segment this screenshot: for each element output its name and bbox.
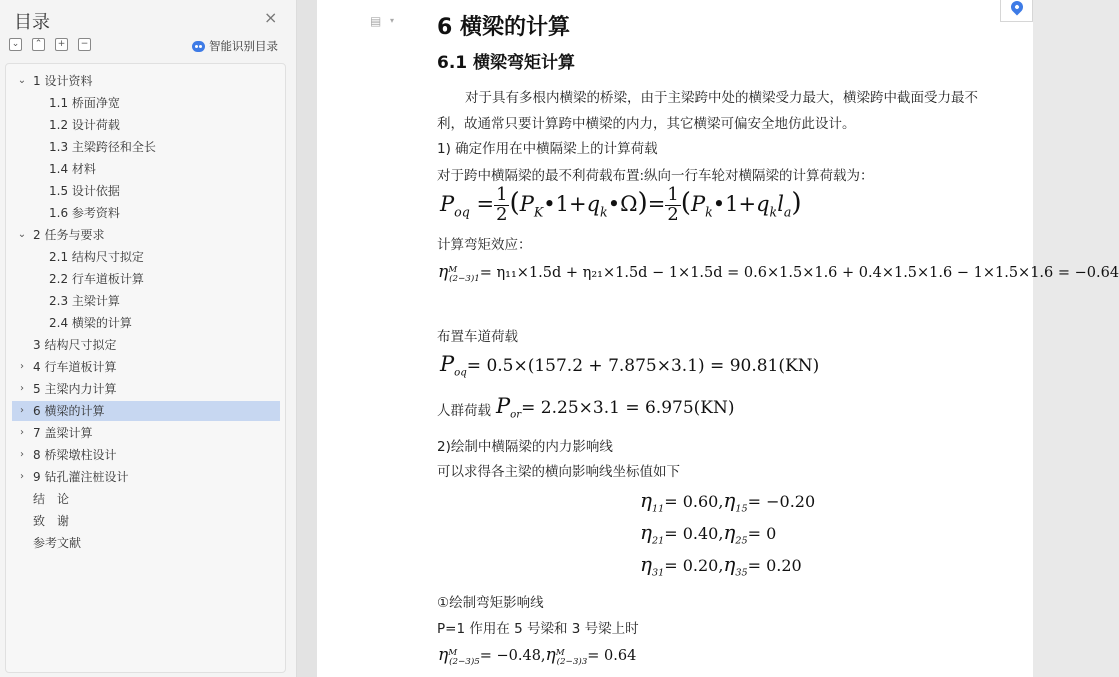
toc-item[interactable] bbox=[12, 533, 280, 553]
toc-item-label: 2 任务与要求 bbox=[33, 228, 105, 242]
toc-item[interactable] bbox=[12, 489, 280, 509]
equation-moment: $\eta^M_{(2-3)1}= \eta_{11}\times 1.5d + \eta_{21}\times 1.5d - 1\times 1.5d = 0.6\times 1.5\times 1.6 + 0.4\times 1.5\times 1.6 - 1\times 1.5\times 1.6 = -0.64$ bbox=[438, 262, 1119, 284]
lane-load-label: 布置车道荷载 bbox=[437, 329, 518, 345]
chevron-right-icon[interactable]: › bbox=[20, 427, 24, 438]
toc-item-label: 参考文献 bbox=[33, 536, 82, 550]
toc-item-label: 3 结构尺寸拟定 bbox=[33, 338, 117, 352]
toc-title: 目录 bbox=[14, 12, 50, 33]
toc-item[interactable] bbox=[12, 93, 280, 113]
eta-row: $\eta_{11}= 0.60,\eta_{15}= -0.20$ bbox=[640, 488, 816, 515]
toc-item-label: 2.4 横梁的计算 bbox=[49, 316, 132, 330]
step-description: 可以求得各主梁的横向影响线坐标值如下 bbox=[437, 464, 680, 480]
collapse-all-icon[interactable]: ⌄ bbox=[9, 38, 22, 51]
equation-moment-influence: $\eta^M_{(2-3)5}= -0.48,\eta^M_{(2-3)3}= 0.64$ bbox=[438, 645, 637, 667]
step-description: 对于跨中横隔梁的最不利荷载布置:纵向一行车轮对横隔梁的计算荷载为： bbox=[437, 168, 874, 184]
ai-robot-icon bbox=[192, 41, 205, 52]
moment-label: 计算弯矩效应： bbox=[437, 237, 532, 253]
toc-item[interactable] bbox=[12, 357, 280, 377]
toc-item[interactable] bbox=[12, 225, 280, 245]
toc-item[interactable] bbox=[12, 159, 280, 179]
document-icon[interactable]: ▤ bbox=[370, 14, 382, 28]
toc-item[interactable] bbox=[12, 291, 280, 311]
toc-item-label: 5 主梁内力计算 bbox=[33, 382, 117, 396]
expand-all-icon[interactable]: ⌃ bbox=[32, 38, 45, 51]
paragraph-line: 对于具有多根内横梁的桥梁，由于主梁跨中处的横梁受力最大，横梁跨中截面受力最不 bbox=[465, 90, 978, 106]
chevron-right-icon[interactable]: › bbox=[20, 449, 24, 460]
step-heading: 1) 确定作用在中横隔梁上的计算荷载 bbox=[437, 141, 658, 157]
toc-item[interactable] bbox=[12, 379, 280, 399]
toc-item[interactable] bbox=[12, 445, 280, 465]
toc-item-label: 2.2 行车道板计算 bbox=[49, 272, 144, 286]
toc-item-label: 1.4 材料 bbox=[49, 162, 96, 176]
smart-recognize-label: 智能识别目录 bbox=[209, 39, 278, 53]
toc-item-label: 1.5 设计依据 bbox=[49, 184, 120, 198]
toc-item[interactable] bbox=[12, 423, 280, 443]
toc-item[interactable] bbox=[12, 467, 280, 487]
chevron-down-icon[interactable]: ⌄ bbox=[17, 229, 27, 240]
toc-item-label: 8 桥梁墩柱设计 bbox=[33, 448, 117, 462]
toc-item-label: 6 横梁的计算 bbox=[33, 404, 105, 418]
chevron-right-icon[interactable]: › bbox=[20, 361, 24, 372]
toc-item-label: 1.1 桥面净宽 bbox=[49, 96, 120, 110]
location-pin-button[interactable] bbox=[1000, 0, 1033, 22]
toc-item-label: 1.2 设计荷载 bbox=[49, 118, 120, 132]
eta-row: $\eta_{31}= 0.20,\eta_{35}= 0.20$ bbox=[640, 552, 802, 579]
section-heading: 6.1 横梁弯矩计算 bbox=[437, 53, 576, 73]
toc-item-label: 2.1 结构尺寸拟定 bbox=[49, 250, 144, 264]
toc-item-label: 1.3 主梁跨径和全长 bbox=[49, 140, 156, 154]
smart-recognize-toc-button[interactable] bbox=[192, 38, 278, 54]
toc-item[interactable] bbox=[12, 313, 280, 333]
chevron-right-icon[interactable]: › bbox=[20, 383, 24, 394]
crowd-load-label: 人群荷载 bbox=[437, 403, 491, 419]
toc-item[interactable] bbox=[12, 181, 280, 201]
chevron-right-icon[interactable]: › bbox=[20, 405, 24, 416]
toc-item[interactable] bbox=[12, 511, 280, 531]
chevron-down-icon[interactable]: ▾ bbox=[390, 16, 395, 25]
toc-item[interactable] bbox=[12, 247, 280, 267]
step-heading: ①绘制弯矩影响线 bbox=[437, 595, 544, 611]
toc-item-label: 4 行车道板计算 bbox=[33, 360, 117, 374]
add-heading-icon[interactable]: + bbox=[55, 38, 68, 51]
toc-item-label: 致 谢 bbox=[33, 514, 70, 528]
toc-item[interactable] bbox=[12, 137, 280, 157]
toc-item[interactable] bbox=[12, 401, 280, 421]
toc-item-label: 1 设计资料 bbox=[33, 74, 93, 88]
toc-item-label: 结 论 bbox=[33, 492, 70, 506]
toc-list bbox=[5, 63, 286, 673]
toc-item[interactable] bbox=[12, 269, 280, 289]
toc-item-label: 9 钻孔灌注桩设计 bbox=[33, 470, 129, 484]
chevron-right-icon[interactable]: › bbox=[20, 471, 24, 482]
toc-item[interactable] bbox=[12, 203, 280, 223]
chevron-down-icon[interactable]: ⌄ bbox=[17, 75, 27, 86]
location-pin-icon bbox=[1009, 0, 1026, 15]
step-heading: 2)绘制中横隔梁的内力影响线 bbox=[437, 439, 613, 455]
paragraph-line: 利，故通常只要计算跨中横梁的内力，其它横梁可偏安全地仿此设计。 bbox=[437, 116, 856, 132]
toc-item-label: 2.3 主梁计算 bbox=[49, 294, 120, 308]
toc-toolbar bbox=[9, 38, 91, 51]
chapter-heading: 6 横梁的计算 bbox=[437, 15, 570, 40]
step-description: P=1 作用在 5 号梁和 3 号梁上时 bbox=[437, 621, 639, 637]
eta-row: $\eta_{21}= 0.40,\eta_{25}= 0$ bbox=[640, 520, 777, 547]
toc-item[interactable] bbox=[12, 115, 280, 135]
toc-item-label: 1.6 参考资料 bbox=[49, 206, 120, 220]
close-icon[interactable]: × bbox=[264, 8, 278, 27]
toc-item-label: 7 盖梁计算 bbox=[33, 426, 93, 440]
equation-load: $P_{oq}$ = $\frac{1}{2}$ $(P_K•1+q_k•\Omega)=$ $\frac{1}{2}$ $(P_k•1+q_kl_a)$ bbox=[440, 184, 802, 225]
toc-sidebar bbox=[0, 0, 297, 677]
remove-heading-icon[interactable]: − bbox=[78, 38, 91, 51]
toc-item[interactable] bbox=[12, 71, 280, 91]
equation-lane-load: $P_{oq}= 0.5\times(157.2 + 7.875\times 3.1) = 90.81(KN)$ bbox=[440, 352, 820, 379]
page-gutter bbox=[297, 0, 317, 677]
toc-item[interactable] bbox=[12, 335, 280, 355]
equation-crowd-load: $P_{or}= 2.25\times 3.1 = 6.975(KN)$ bbox=[496, 394, 735, 421]
